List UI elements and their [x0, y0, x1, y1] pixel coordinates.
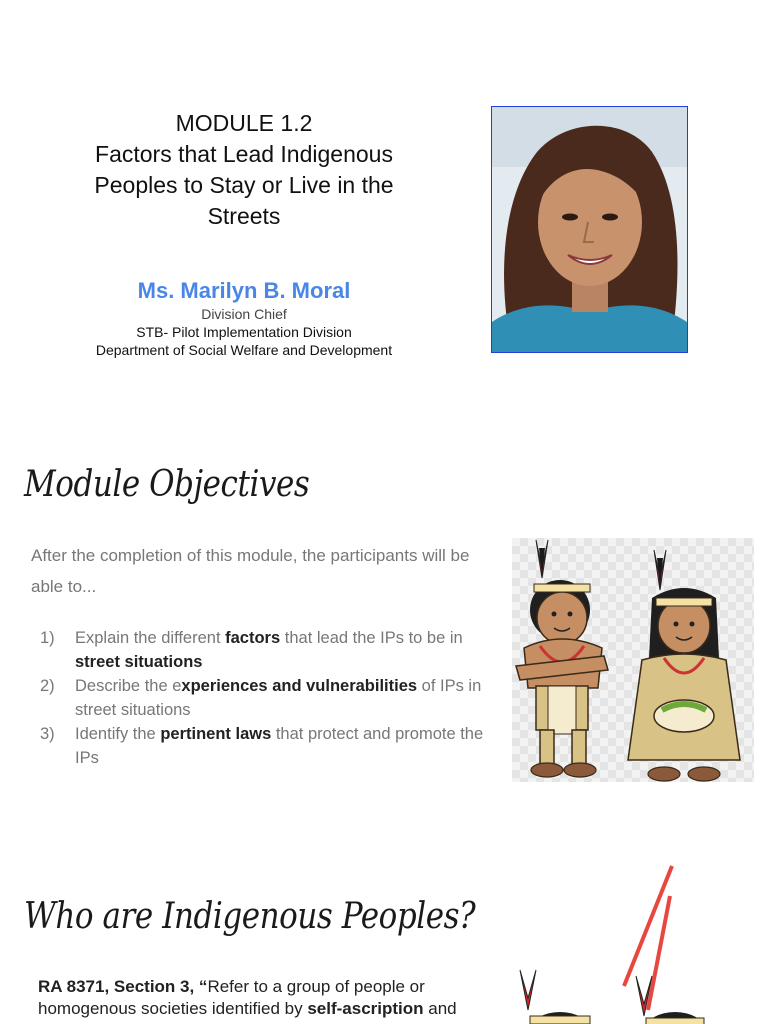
ra-8371-definition: [38, 976, 488, 1020]
objective-keyword: pertinent laws: [160, 725, 272, 743]
title-slide: [0, 0, 768, 420]
indigenous-couple-illustration: [512, 538, 754, 782]
title-line: Streets: [207, 203, 281, 229]
objective-text: of IPs in street situations: [75, 677, 482, 719]
who-are-ips-slide: [0, 820, 768, 1024]
figures-drawing: [500, 860, 768, 1024]
objective-item: [40, 674, 500, 722]
title-line: Factors that Lead Indigenous: [95, 141, 393, 167]
portrait-image: [492, 107, 687, 352]
objective-number: 1): [40, 629, 55, 647]
objective-text: that protect and promote the IPs: [75, 725, 484, 767]
objective-keyword: xperiences and vulnerabilities: [181, 677, 418, 695]
objective-text: Explain the different: [75, 629, 226, 647]
presenter-role: Division Chief: [201, 306, 287, 322]
girl-figure: [628, 550, 740, 781]
objective-keyword: factors: [225, 629, 281, 647]
objective-text: that lead the IPs to be in: [280, 629, 463, 647]
module-title: [40, 108, 448, 232]
presenter-photo: [491, 106, 688, 353]
objectives-slide: [0, 420, 768, 820]
objectives-intro: After the completion of this module, the participants will be able to...: [31, 546, 470, 596]
couple-drawing: [512, 538, 754, 782]
boy-figure: [516, 540, 608, 777]
objective-item: [40, 626, 500, 674]
who-are-ips-heading: Who are Indigenous Peoples?: [24, 896, 476, 937]
objective-item: [40, 722, 500, 770]
ra-keyword: self-ascription: [307, 999, 424, 1018]
objective-keyword: street situations: [75, 653, 203, 671]
presenter-division: STB- Pilot Implementation Division: [136, 324, 352, 340]
objective-number: 2): [40, 677, 55, 695]
objectives-heading: Module Objectives: [24, 464, 310, 505]
title-line: Peoples to Stay or Live in the: [94, 172, 394, 198]
objectives-list: [40, 626, 500, 770]
title-line: MODULE 1.2: [175, 110, 313, 136]
objective-text: Describe the e: [75, 677, 182, 695]
ra-text: Refer to a group of people or homogenous societies identified by: [38, 977, 425, 1018]
objective-text: Identify the: [75, 725, 161, 743]
ra-citation: RA 8371, Section 3, “: [38, 977, 208, 996]
presenter-block: [40, 277, 448, 359]
presenter-department: Department of Social Welfare and Development: [95, 342, 393, 358]
presenter-name: Ms. Marilyn B. Moral: [137, 278, 351, 303]
objective-number: 3): [40, 725, 55, 743]
indigenous-figures-illustration: [500, 860, 768, 1024]
ra-text: and: [423, 999, 457, 1018]
